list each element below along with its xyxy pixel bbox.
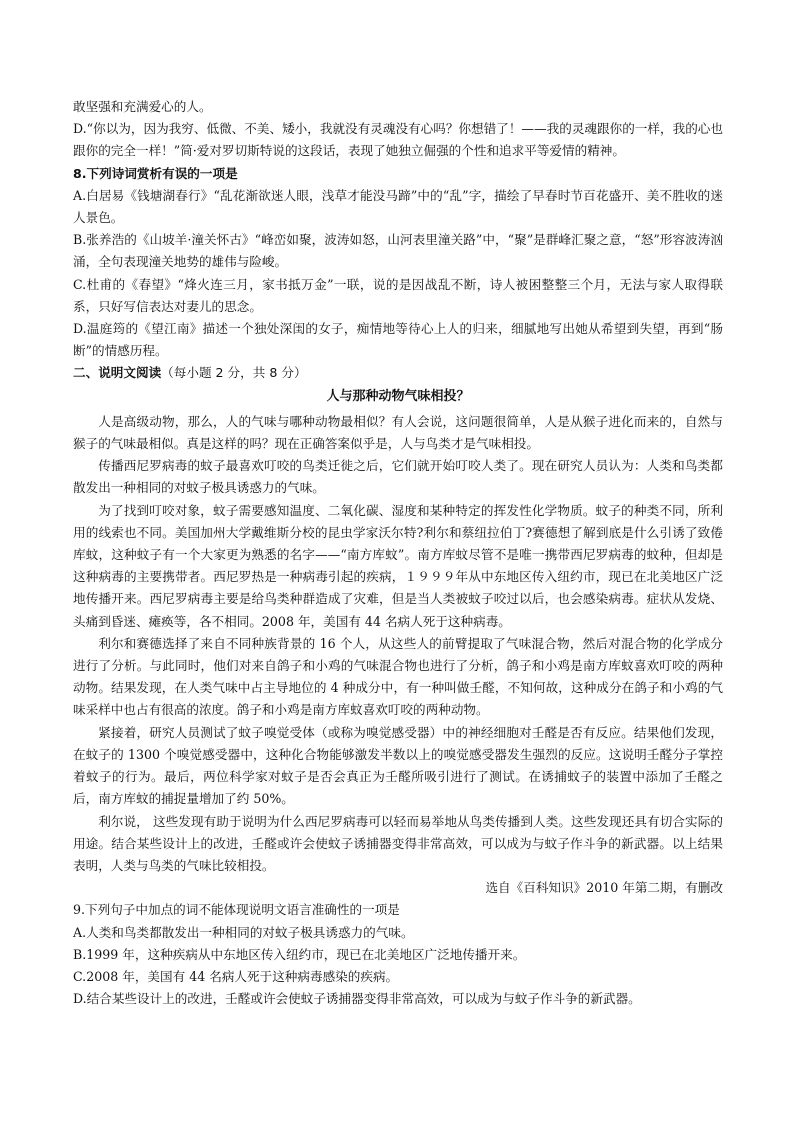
section-heading-note: （每小题 2 分，共 8 分） [161, 365, 307, 381]
section-heading [73, 362, 723, 384]
q8-stem: 8.下列诗词赏析有误的一项是 [73, 165, 238, 181]
article-title: 人与那种动物气味相投？ [326, 388, 470, 404]
q9-stem: 9.下列句子中加点的词不能体现说明文语言准确性的一项是 [73, 902, 400, 918]
article-source: 选自《百科知识》2010 年第二期，有删改 [485, 880, 723, 896]
article-paragraph-2: 传播西尼罗病毒的蚊子最喜欢叮咬的鸟类迁徙之后，它们就开始叮咬人类了。现在研究人员认为：人类和鸟类都散发出一种相同的对蚊子极具诱惑力的气味。 [73, 458, 723, 496]
article-paragraph-4: 利尔和赛德选择了来自不同种族背景的 16 个人，从这些人的前臂提取了气味混合物，然后对混合物的化学成分进行了分析。与此同时，他们对来自鸽子和小鸡的气味混合物也进行了分析，鸽子和小鸡是南方库蚊喜欢叮咬的两种动物。结果发现，在人类气味中占主导地位的 4 种成分中，有一种叫做壬醛，不知何故，这种成分在鸽子和小鸡的气味采样中也占有很高的浓度。鸽子和小鸡是南方库蚊喜欢叮咬的两种动物。 [73, 635, 723, 718]
article-paragraph-6: 利尔说， 这些发现有助于说明为什么西尼罗病毒可以轻而易举地从鸟类传播到人类。这些发现还具有切合实际的用途。结合某些设计上的改进，壬醛或许会使蚊子诱捕器变得非常高效，可以成为与蚊子作斗争的新武器。以上结果表明，人类与鸟类的气味比较相投。 [73, 813, 723, 873]
q8-option-a: A.白居易《钱塘湖春行》“乱花渐欲迷人眼，浅草才能没马蹄”中的“乱”字，描绘了早春时节百花盛开、美不胜收的迷人景色。 [73, 187, 723, 226]
q9-option-a: A.人类和鸟类都散发出一种相同的对蚊子极具诱惑力的气味。 [73, 924, 414, 940]
exam-page [73, 96, 723, 1010]
article-paragraph-1: 人是高级动物，那么，人的气味与哪种动物最相似？有人会说，这问题很简单，人是从猴子进化而来的，自然与猴子的气味最相似。真是这样的吗？现在正确答案似乎是，人与鸟类才是气味相投。 [73, 413, 723, 452]
section-heading-text: 二、说明文阅读 [73, 365, 162, 381]
article-paragraph-5: 紧接着，研究人员测试了蚊子嗅觉受体（或称为嗅觉感受器）中的神经细胞对壬醛是否有反应。结果他们发现，在蚊子的 1300 个嗅觉感受器中，这种化合物能够激发半数以上的嗅觉感受器发生强烈的反应。这说明壬醛分子掌控着蚊子的行为。最后，两位科学家对蚊子是否会真正为壬醛所吸引进行了测试。在诱捕蚊子的装置中添加了壬醛之后，南方库蚊的捕捉量增加了约 50%。 [73, 724, 723, 807]
q9-option-d: D.结合某些设计上的改进，壬醛或许会使蚊子诱捕器变得非常高效，可以成为与蚊子作斗争的新武器。 [73, 991, 641, 1007]
article-paragraph-3: 为了找到叮咬对象，蚊子需要感知温度、二氧化碳、湿度和某种特定的挥发性化学物质。蚊子的种类不同，所利用的线索也不同。美国加州大学戴维斯分校的昆虫学家沃尔特?利尔和蔡纽拉伯丁?赛德想了解到底是什么引诱了致倦库蚊，这种蚊子有一个大家更为熟悉的名字——“南方库蚊”。南方库蚊尽管不是唯一携带西尼罗病毒的蚊种，但却是这种病毒的主要携带者。西尼罗热是一种病毒引起的疾病，１９９９年从中东地区传入纽约市，现已在北美地区广泛地传播开来。西尼罗病毒主要是给鸟类种群造成了灾难，但是当人类被蚊子咬过以后，也会感染病毒。症状从发烧、头痛到昏迷、瘫痪等，各不相同。2008 年，美国有 44 名病人死于这种病毒。 [73, 502, 723, 629]
q8-option-b: B.张养浩的《山坡羊·潼关怀古》“峰峦如聚，波涛如怒，山河表里潼关路”中，“聚”是群峰汇聚之意，“怒”形容波涛汹涌，全句表现潼关地势的雄伟与险峻。 [73, 232, 723, 270]
q8-option-c: C.杜甫的《春望》“烽火连三月，家书抵万金”一联，说的是因战乱不断，诗人被困整整三个月，无法与家人取得联系，只好写信表达对妻儿的思念。 [73, 276, 723, 314]
q9-option-b: B.1999 年，这种疾病从中东地区传入纽约市，现已在北美地区广泛地传播开来。 [73, 946, 526, 962]
prev-option-c-tail: 敢坚强和充满爱心的人。 [73, 99, 212, 114]
q8-option-d: D.温庭筠的《望江南》描述一个独处深闺的女子，痴情地等待心上人的归来，细腻地写出她从希望到失望，再到“肠断”的情感历程。 [73, 321, 723, 359]
q9-option-c: C.2008 年，美国有 44 名病人死于这种病毒感染的疾病。 [73, 968, 399, 984]
prev-option-d: D.“你以为，因为我穷、低微、不美、矮小，我就没有灵魂没有心吗？你想错了！——我的灵魂跟你的一样，我的心也跟你的完全一样！”简·爱对罗切斯特说的这段话，表现了她独立倔强的个性和追求平等爱情的精神。 [73, 121, 723, 159]
